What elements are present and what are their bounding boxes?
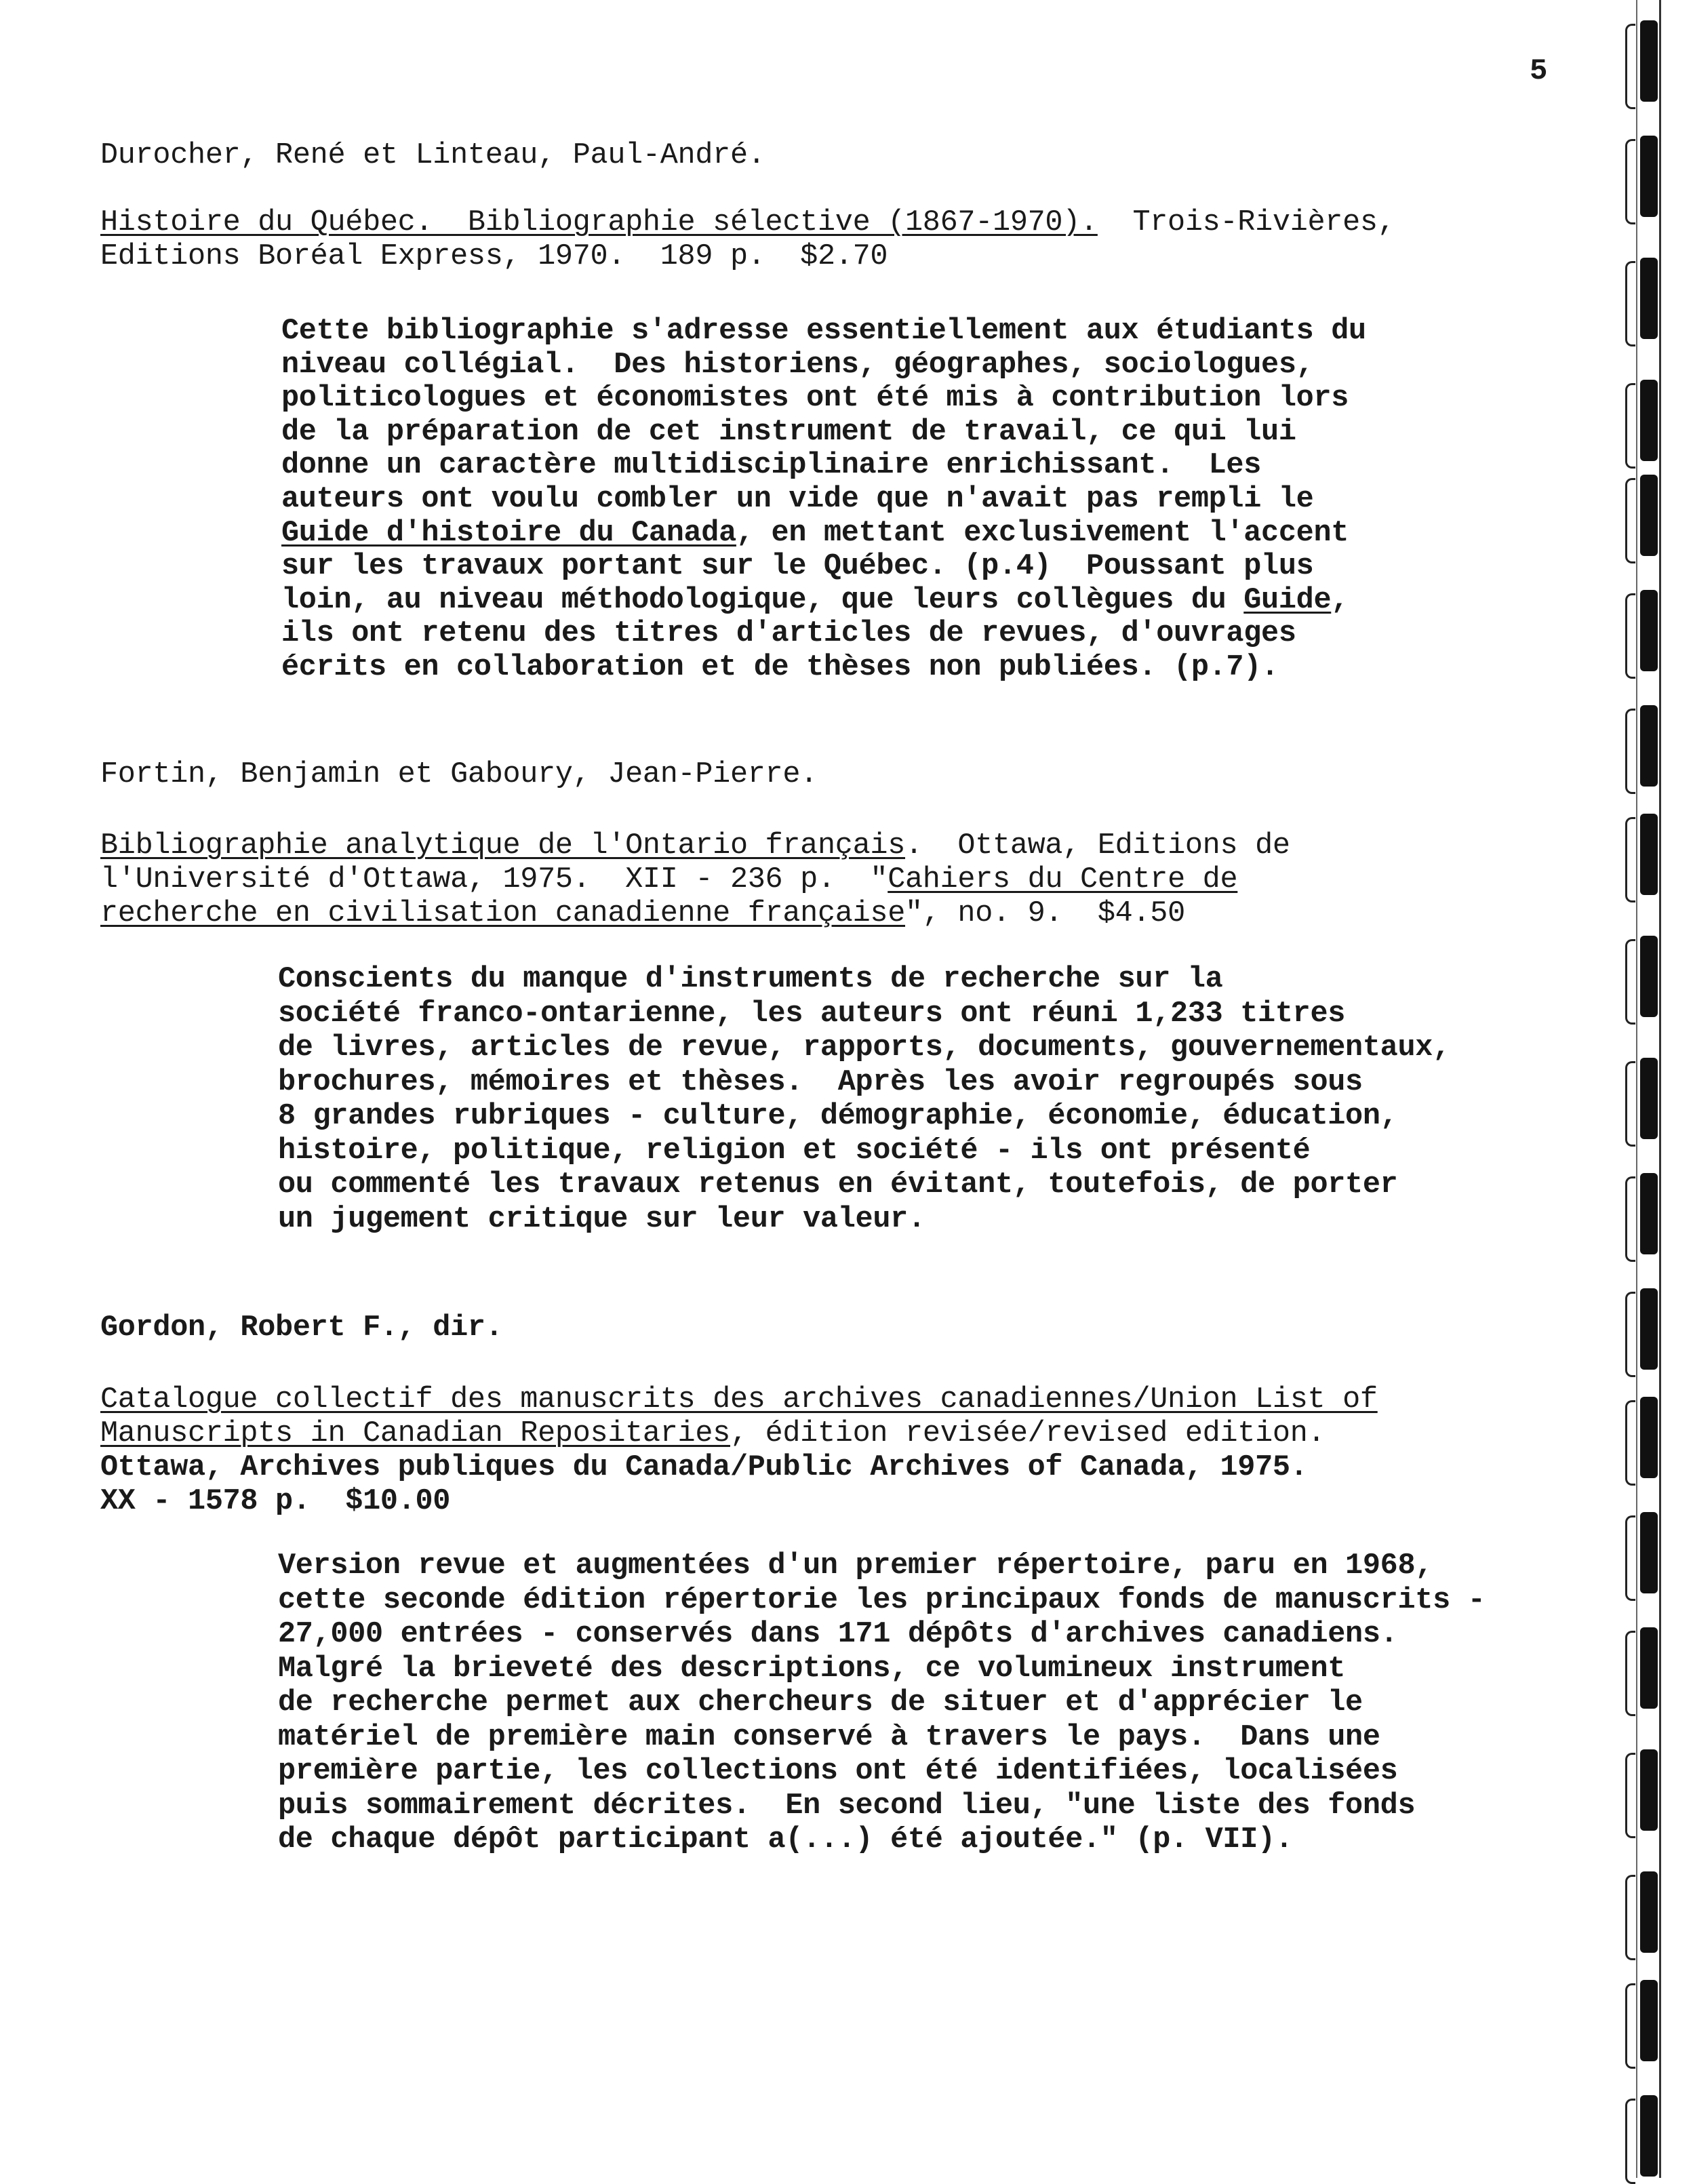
citation-line <box>100 863 1237 897</box>
citation-line <box>100 897 1185 931</box>
binding-ring-edge <box>1625 939 1635 1025</box>
citation-text: Ottawa, Archives publiques du Canada/Public Archives of Canada, 1975. <box>100 1451 1308 1484</box>
citation-text: . Ottawa, Editions de <box>905 829 1290 862</box>
entry-author: Durocher, René et Linteau, Paul-André. <box>100 139 765 172</box>
abstract-line: ils ont retenu des titres d'articles de revues, d'ouvrages <box>281 617 1296 651</box>
abstract-line: matériel de première main conservé à travers le pays. Dans une <box>278 1720 1380 1754</box>
page-number: 5 <box>1530 54 1548 88</box>
abstract-line: niveau collégial. Des historiens, géographes, sociologues, <box>281 348 1314 382</box>
binding-ring-edge <box>1625 1292 1635 1377</box>
entry-author: Gordon, Robert F., dir. <box>100 1311 503 1345</box>
binding-ring-edge <box>1625 1176 1635 1262</box>
abstract-line: puis sommairement décrites. En second lieu, "une liste des fonds <box>278 1789 1416 1823</box>
citation-line <box>100 240 888 274</box>
binding-ring <box>1640 136 1658 217</box>
binding-ring-edge <box>1625 1753 1635 1838</box>
citation-title: Catalogue collectif des manuscrits des archives canadiennes/Union List of <box>100 1383 1378 1416</box>
citation-title: Histoire du Québec. Bibliographie sélective (1867-1970). <box>100 206 1098 239</box>
abstract-text: , en mettant exclusivement l'accent <box>736 516 1349 550</box>
abstract-line: sur les travaux portant sur le Québec. (p.4) Poussant plus <box>281 550 1314 584</box>
binding-ring-edge <box>1625 383 1635 469</box>
citation-line <box>100 1383 1378 1417</box>
binding-ring <box>1640 705 1658 787</box>
citation-line <box>100 829 1290 863</box>
abstract-line: brochures, mémoires et thèses. Après les avoir regroupés sous <box>278 1065 1363 1099</box>
binding-spine-line <box>1659 0 1661 2178</box>
citation-text: l'Université d'Ottawa, 1975. XII - 236 p. " <box>100 863 888 896</box>
binding-ring <box>1640 590 1658 671</box>
citation-text: XX - 1578 p. $10.00 <box>100 1485 451 1518</box>
citation-title: Bibliographie analytique de l'Ontario français <box>100 829 905 862</box>
entry-author: Fortin, Benjamin et Gaboury, Jean-Pierre. <box>100 758 818 791</box>
binding-ring <box>1640 936 1658 1017</box>
abstract-title: Guide <box>1243 583 1332 617</box>
abstract-line: auteurs ont voulu combler un vide que n'avait pas rempli le <box>281 483 1314 516</box>
binding-ring <box>1640 1173 1658 1254</box>
abstract-line: première partie, les collections ont été identifiées, localisées <box>278 1755 1398 1788</box>
abstract-text: , <box>1331 583 1349 617</box>
binding-ring-edge <box>1625 139 1635 224</box>
binding-ring-edge <box>1625 24 1635 109</box>
abstract-line: société franco-ontarienne, les auteurs ont réuni 1,233 titres <box>278 997 1346 1031</box>
binding-ring <box>1640 814 1658 895</box>
binding-ring-edge <box>1625 1515 1635 1601</box>
abstract-line: de recherche permet aux chercheurs de situer et d'apprécier le <box>278 1686 1363 1720</box>
binding-ring-edge <box>1625 593 1635 679</box>
binding-edge-line <box>1636 0 1637 2178</box>
citation-title: Cahiers du Centre de <box>888 863 1238 896</box>
binding-ring <box>1640 1871 1658 1953</box>
citation-text: , édition revisée/revised edition. <box>730 1417 1326 1450</box>
binding-ring <box>1640 20 1658 102</box>
binding-ring-edge <box>1625 1983 1635 2069</box>
binding-ring-edge <box>1625 1061 1635 1147</box>
abstract-line: 27,000 entrées - conservés dans 171 dépôts d'archives canadiens. <box>278 1618 1398 1651</box>
binding-ring-edge <box>1625 2099 1635 2184</box>
abstract-line <box>281 584 1349 618</box>
binding-ring <box>1640 475 1658 556</box>
binding-ring <box>1640 258 1658 339</box>
abstract-line: de la préparation de cet instrument de travail, ce qui lui <box>281 415 1296 449</box>
binding-ring <box>1640 1627 1658 1709</box>
binding-ring <box>1640 1512 1658 1593</box>
citation-text: Editions Boréal Express, 1970. 189 p. $2.70 <box>100 240 888 273</box>
citation-line <box>100 1451 1308 1485</box>
binding-ring <box>1640 1749 1658 1831</box>
abstract-line: 8 grandes rubriques - culture, démographie, économie, éducation, <box>278 1100 1398 1133</box>
citation-line <box>100 1485 450 1519</box>
abstract-title: Guide d'histoire du Canada <box>281 516 736 550</box>
abstract-line: ou commenté les travaux retenus en évitant, toutefois, de porter <box>278 1168 1398 1202</box>
citation-title: Manuscripts in Canadian Repositaries <box>100 1417 730 1450</box>
abstract-line: Cette bibliographie s'adresse essentiellement aux étudiants du <box>281 315 1366 348</box>
binding-ring <box>1640 1288 1658 1370</box>
abstract-line: politicologues et économistes ont été mis à contribution lors <box>281 382 1349 416</box>
abstract-line: de chaque dépôt participant a(...) été ajoutée." (p. VII). <box>278 1823 1293 1857</box>
binding-ring <box>1640 380 1658 461</box>
abstract-line: donne un caractère multidisciplinaire enrichissant. Les <box>281 449 1262 483</box>
binding-ring <box>1640 1058 1658 1139</box>
binding-ring-edge <box>1625 1875 1635 1960</box>
binding-ring-edge <box>1625 1400 1635 1486</box>
abstract-line: Version revue et augmentées d'un premier répertoire, paru en 1968, <box>278 1549 1433 1583</box>
binding-ring-edge <box>1625 709 1635 794</box>
binding-ring-edge <box>1625 478 1635 563</box>
citation-title: recherche en civilisation canadienne française <box>100 897 905 930</box>
binding-ring-edge <box>1625 1631 1635 1716</box>
abstract-line: Malgré la brieveté des descriptions, ce volumineux instrument <box>278 1652 1346 1686</box>
abstract-line: un jugement critique sur leur valeur. <box>278 1202 925 1236</box>
spiral-binding <box>1617 0 1693 2178</box>
abstract-line: Conscients du manque d'instruments de recherche sur la <box>278 963 1223 996</box>
binding-ring-edge <box>1625 817 1635 902</box>
abstract-line: de livres, articles de revue, rapports, documents, gouvernementaux, <box>278 1031 1450 1065</box>
binding-ring <box>1640 1397 1658 1478</box>
citation-line <box>100 206 1395 240</box>
citation-text: Trois-Rivières, <box>1097 206 1395 239</box>
abstract-line: cette seconde édition répertorie les principaux fonds de manuscrits - <box>278 1583 1486 1617</box>
binding-ring-edge <box>1625 261 1635 346</box>
abstract-line: écrits en collaboration et de thèses non publiées. (p.7). <box>281 651 1279 684</box>
abstract-line <box>281 517 1349 551</box>
citation-line <box>100 1417 1325 1451</box>
abstract-text: loin, au niveau méthodologique, que leurs collègues du <box>281 583 1244 617</box>
binding-ring <box>1640 1980 1658 2061</box>
citation-text: ", no. 9. $4.50 <box>905 897 1185 930</box>
abstract-line: histoire, politique, religion et société - ils ont présenté <box>278 1134 1311 1168</box>
binding-ring <box>1640 2095 1658 2177</box>
